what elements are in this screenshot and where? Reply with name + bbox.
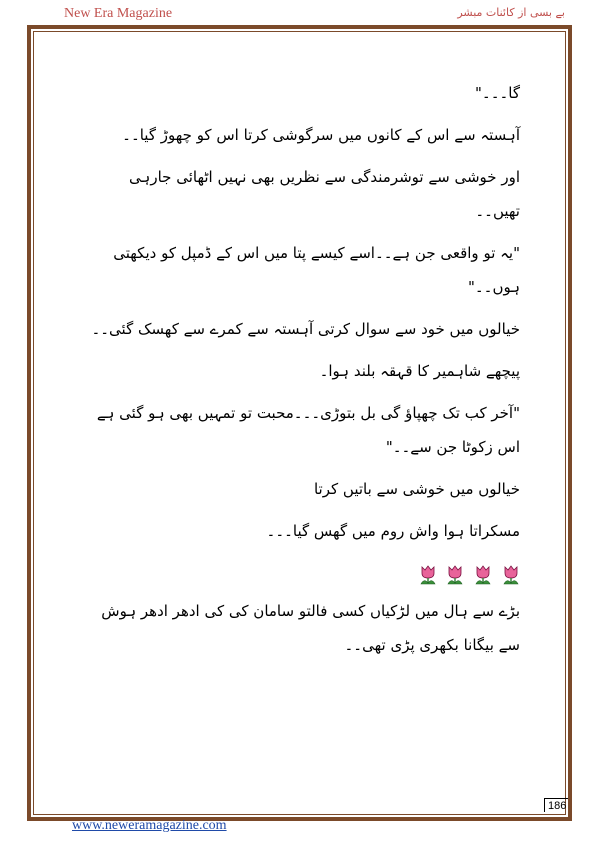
paragraph: خیالوں میں خود سے سوال کرتی آہستہ سے کمرے سے کھسک گئی۔۔ <box>91 320 520 338</box>
story-text <box>82 76 520 662</box>
paragraph: گا۔۔۔" <box>475 84 520 102</box>
paragraph: بڑے سے ہال میں لڑکیاں کسی فالتو سامان کی کی ادھر ادھر ہوش سے بیگانا بکھری پڑی تھی۔۔ <box>101 602 520 654</box>
paragraph: آہستہ سے اس کے کانوں میں سرگوشی کرتا اس کو چھوڑ گیا۔۔ <box>122 126 520 144</box>
paragraph: خیالوں میں خوشی سے باتیں کرتا <box>313 480 520 498</box>
website-link[interactable]: www.neweramagazine.com <box>72 818 227 833</box>
tulip-icon <box>419 564 437 586</box>
paragraph: "یہ تو واقعی جن ہے۔۔اسے کیسے پتا میں اس کے ڈمپل کو دیکھتی ہوں۔۔" <box>113 244 520 296</box>
magazine-name: New Era Magazine <box>64 6 173 21</box>
page-number: 186 <box>544 798 568 812</box>
paragraph: اور خوشی سے توشرمندگی سے نظریں بھی نہیں اٹھائی جارہی تھیں۔۔ <box>129 168 520 220</box>
tulip-icon <box>446 564 464 586</box>
novel-title: بے بسی از کائنات مبشر <box>457 6 565 19</box>
tulip-icon <box>474 564 492 586</box>
tulip-icon <box>502 564 520 586</box>
section-separator <box>82 562 520 586</box>
paragraph: "آخر کب تک چھپاؤ گی بل بتوڑی۔۔۔محبت تو تمہیں بھی ہو گئی ہے اس زکوٹا جن سے۔۔" <box>96 404 520 456</box>
paragraph: پیچھے شاہمیر کا قہقہ بلند ہوا۔ <box>319 362 520 380</box>
paragraph: مسکراتا ہوا واش روم میں گھس گیا۔۔۔ <box>266 522 520 540</box>
